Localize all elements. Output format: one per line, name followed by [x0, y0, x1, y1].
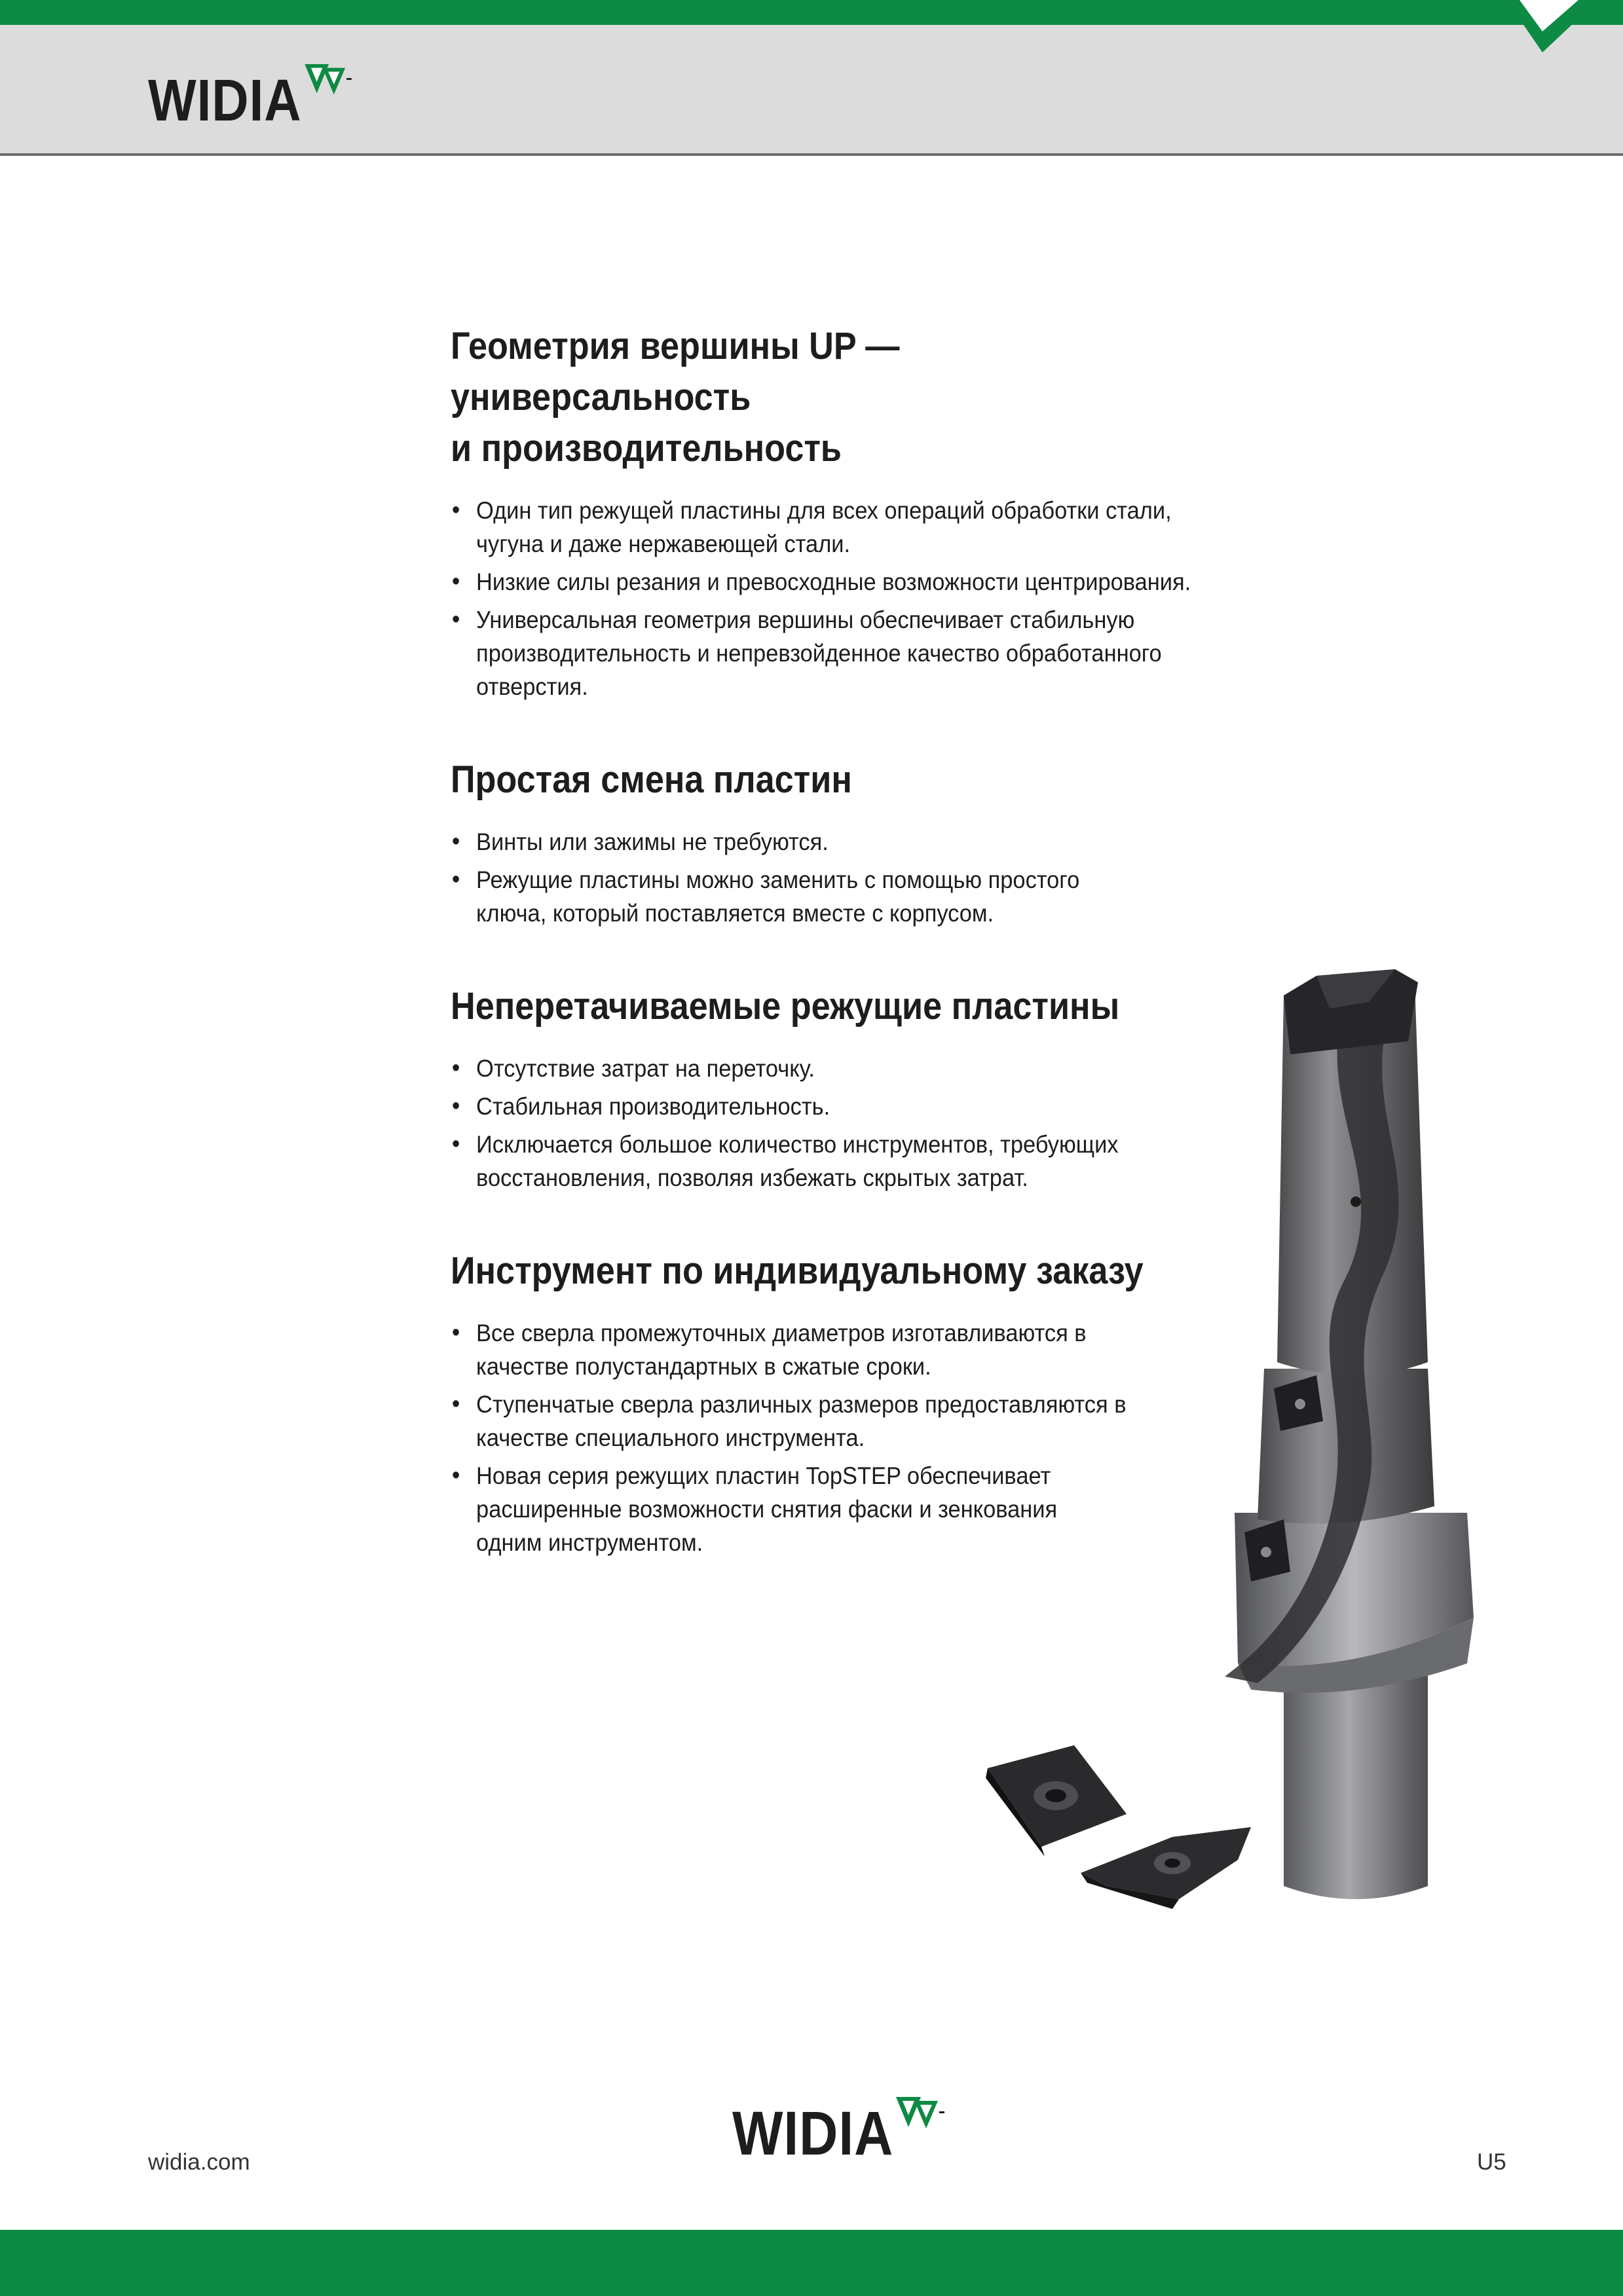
- widia-triangles-icon: [303, 62, 354, 100]
- widia-triangles-icon: [895, 2094, 947, 2134]
- section-title: Простая смена пластин: [451, 758, 852, 801]
- corner-notch-icon: [1506, 0, 1598, 52]
- bottom-green-band: [0, 2230, 1623, 2296]
- bullet-item: • Новая серия режущих пластин TopSTEP обеспечивает расширенные возможности снятия фаски и зенкования одним инструментом.: [451, 1459, 1218, 1559]
- bullet-item: • Стабильная производительность.: [451, 1090, 1218, 1123]
- brand-logo-text: WIDIA: [148, 67, 302, 134]
- section-easy-insert-change: [451, 754, 1276, 930]
- section-title: Инструмент по индивидуальному заказу: [451, 1250, 1144, 1292]
- bullet-item: • Низкие силы резания и превосходные возможности центрирования.: [451, 565, 1218, 599]
- brand-logo: [148, 67, 354, 134]
- section-title: Геометрия вершины UP — универсальность и производительность: [451, 325, 900, 470]
- section-up-geometry: [451, 321, 1276, 703]
- footer-brand-logo: [732, 2100, 947, 2168]
- bullet-item: • Ступенчатые сверла различных размеров предоставляются в качестве специального инструмента.: [451, 1388, 1218, 1454]
- bullet-item: • Винты или зажимы не требуются.: [451, 825, 1218, 859]
- bullet-item: • Отсутствие затрат на переточку.: [451, 1052, 1218, 1085]
- bullet-list: [451, 825, 1276, 930]
- bullet-list: [451, 494, 1276, 703]
- section-title: Неперетачиваемые режущие пластины: [451, 985, 1120, 1028]
- bullet-item: • Режущие пластины можно заменить с помощью простого ключа, который поставляется вместе с корпусом.: [451, 863, 1218, 930]
- bullet-item: • Все сверла промежуточных диаметров изготавливаются в качестве полустандартных в сжатые сроки.: [451, 1316, 1218, 1383]
- footer-url: widia.com: [148, 2149, 250, 2175]
- bullet-item: • Универсальная геометрия вершины обеспечивает стабильную производительность и непревзойденное качество обработанного отверстия.: [451, 603, 1218, 703]
- bullet-item: • Один тип режущей пластины для всех операций обработки стали, чугуна и даже нержавеющей стали.: [451, 494, 1218, 561]
- page-number: U5: [1477, 2149, 1506, 2175]
- drill-and-inserts-illustration: [976, 969, 1500, 1925]
- brand-logo-text: WIDIA: [732, 2100, 894, 2168]
- top-green-band: [0, 0, 1623, 25]
- header-divider: [0, 153, 1623, 156]
- bullet-item: • Исключается большое количество инструментов, требующих восстановления, позволяя избежать скрытых затрат.: [451, 1128, 1218, 1194]
